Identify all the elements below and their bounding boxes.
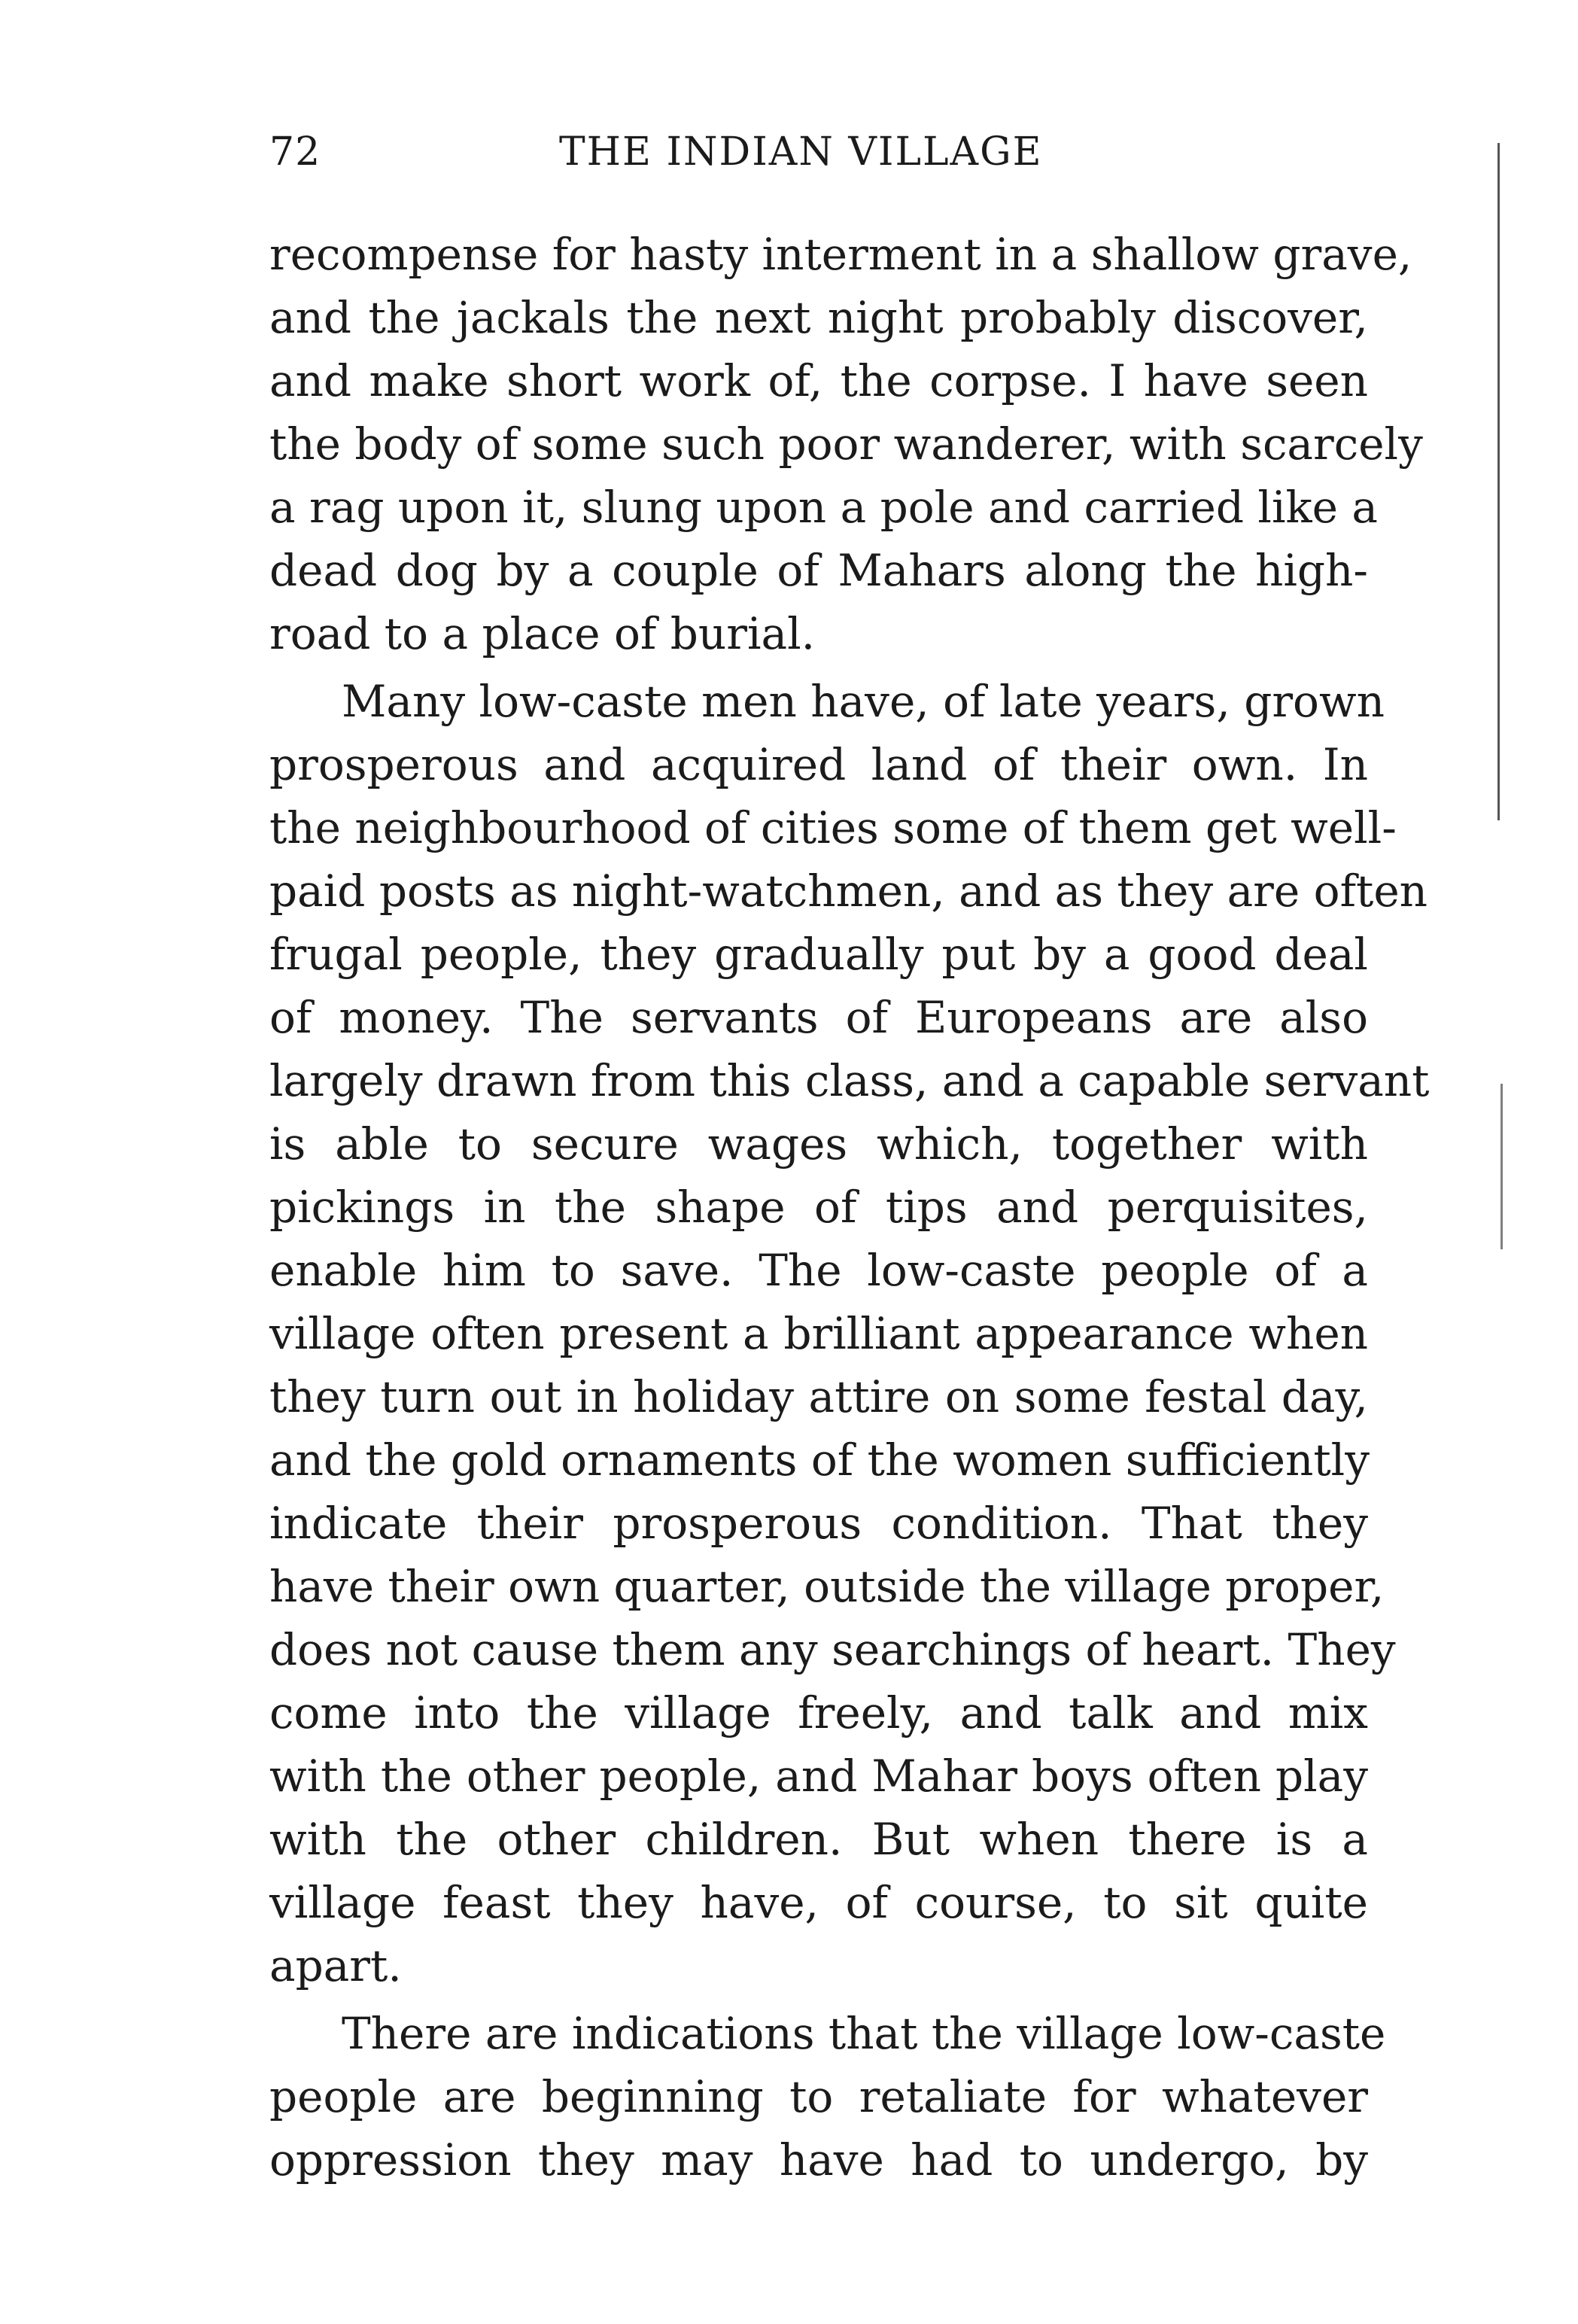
text-line: they turn out in holiday attire on some festal day, <box>269 1371 1368 1422</box>
text-line: of money. The servants of Europeans are also <box>269 992 1368 1043</box>
text-line: have their own quarter, outside the village proper, <box>269 1561 1385 1612</box>
text-line: road to a place of burial. <box>269 608 816 659</box>
text-line: enable him to save. The low-caste people of a <box>269 1245 1368 1296</box>
paragraph-3 <box>269 2002 1386 2192</box>
text-line: Many low-caste men have, of late years, grown <box>342 676 1385 727</box>
text-line: the neighbourhood of cities some of them get well- <box>269 802 1397 853</box>
text-line: with the other people, and Mahar boys often play <box>269 1751 1368 1802</box>
body-text <box>269 223 1430 2192</box>
running-head <box>269 129 1368 190</box>
text-line: paid posts as night-watchmen, and as they are often <box>269 865 1428 917</box>
text-line: There are indications that the village low-caste <box>342 2008 1386 2059</box>
text-line: and make short work of, the corpse. I have seen <box>269 355 1368 406</box>
text-line: largely drawn from this class, and a capable servant <box>269 1055 1430 1106</box>
text-line: the body of some such poor wanderer, with scarcely <box>269 418 1423 470</box>
binding-edge-shadow <box>1500 1084 1503 1249</box>
text-line: pickings in the shape of tips and perquisites, <box>269 1182 1368 1233</box>
binding-edge-shadow <box>1497 143 1500 820</box>
paragraph-2 <box>269 670 1430 1997</box>
text-line: people are beginning to retaliate for whatever <box>269 2071 1368 2122</box>
text-line: and the jackals the next night probably discover, <box>269 292 1368 343</box>
text-line: apart. <box>269 1940 402 1991</box>
text-line: and the gold ornaments of the women sufficiently <box>269 1434 1370 1486</box>
text-line: village feast they have, of course, to sit quite <box>269 1877 1368 1928</box>
paragraph-1 <box>269 223 1423 665</box>
text-line: prosperous and acquired land of their own. In <box>269 739 1368 790</box>
text-line: recompense for hasty interment in a shallow grave, <box>269 229 1412 280</box>
text-line: dead dog by a couple of Mahars along the high- <box>269 545 1368 596</box>
running-title: THE INDIAN VILLAGE <box>559 129 1043 175</box>
text-line: a rag upon it, slung upon a pole and carried like a <box>269 482 1378 533</box>
text-line: is able to secure wages which, together with <box>269 1118 1368 1170</box>
text-line: frugal people, they gradually put by a good deal <box>269 929 1368 980</box>
page-number: 72 <box>269 129 321 175</box>
text-line: does not cause them any searchings of heart. They <box>269 1624 1396 1675</box>
text-line: come into the village freely, and talk and mix <box>269 1687 1368 1738</box>
text-line: village often present a brilliant appearance when <box>269 1308 1368 1359</box>
text-line: indicate their prosperous condition. That they <box>269 1498 1368 1549</box>
text-line: oppression they may have had to undergo, by <box>269 2134 1368 2186</box>
text-line: with the other children. But when there is a <box>269 1814 1368 1865</box>
